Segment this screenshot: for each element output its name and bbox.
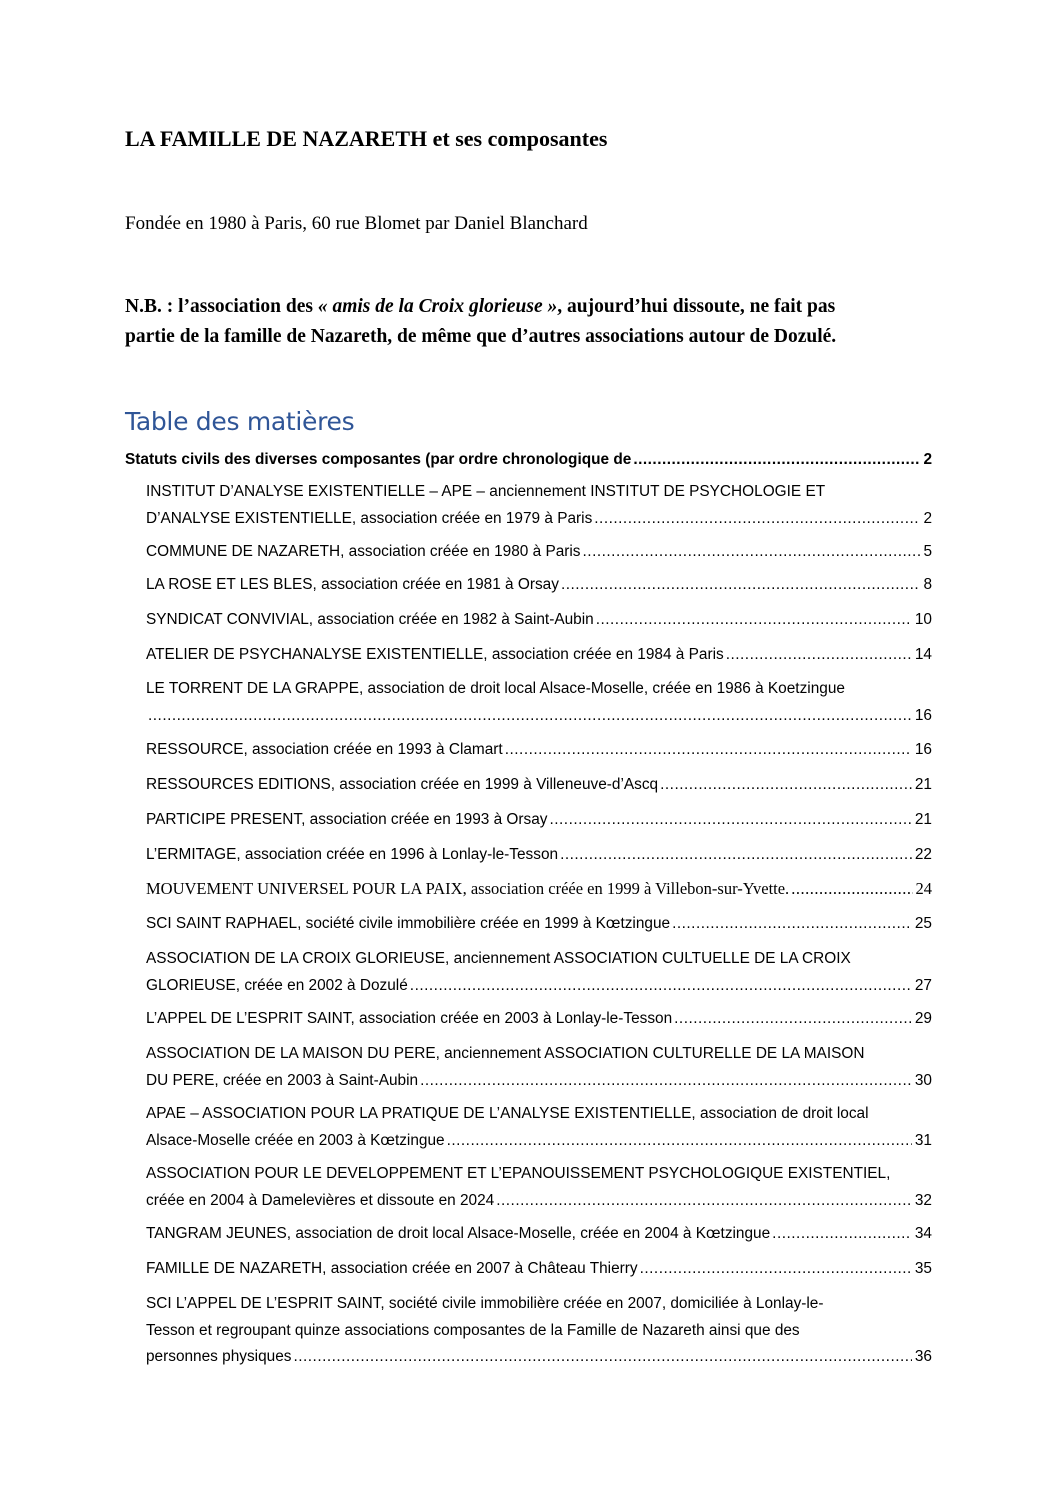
toc-entry[interactable] [146, 772, 932, 799]
toc-entry-text: créée en 2004 à Damelevières et dissoute en 2024 [146, 1191, 495, 1209]
toc-entry-text: L’APPEL DE L’ESPRIT SAINT, association créée en 2003 à Lonlay-le-Tesson [146, 1010, 673, 1027]
toc-entry[interactable] [146, 1161, 932, 1214]
toc-entry-text: D’ANALYSE EXISTENTIELLE, association créée en 1979 à Paris [146, 509, 593, 527]
toc-entry[interactable] [146, 876, 932, 903]
toc-entry-text: personnes physiques [146, 1348, 292, 1365]
toc-dot-leader [638, 1256, 912, 1283]
toc-entry-text-line: ASSOCIATION DE LA CROIX GLORIEUSE, anciennement ASSOCIATION CULTUELLE DE LA CROIX [146, 950, 851, 967]
toc-entry-text: RESSOURCES EDITIONS, association créée en 1999 à Villeneuve-d’Ascq [146, 776, 659, 793]
toc-dot-leader [672, 1006, 912, 1033]
toc-page-number: 2 [923, 509, 932, 527]
toc-dot-leader [581, 539, 921, 566]
toc-page-number: 16 [914, 741, 932, 758]
toc-entry-text: FAMILLE DE NAZARETH, association créée en 2007 à Château Thierry [146, 1260, 638, 1277]
toc-page-number: 16 [914, 706, 932, 724]
toc-entry[interactable] [146, 539, 932, 566]
toc-entry-text: COMMUNE DE NAZARETH, association créée en 1980 à Paris [146, 543, 581, 560]
toc-entry-text-line: ASSOCIATION DE LA MAISON DU PERE, anciennement ASSOCIATION CULTURELLE DE LA MAISON [146, 1045, 865, 1062]
toc-page-number: 5 [923, 543, 932, 560]
toc-page-number: 29 [914, 1010, 932, 1027]
toc-dot-leader [592, 506, 920, 533]
note-paragraph [125, 292, 925, 352]
toc-dot-leader [631, 447, 920, 474]
toc-page-number: 27 [914, 976, 932, 994]
toc-page-number: 25 [914, 915, 932, 932]
toc-page-number: 24 [915, 879, 932, 898]
toc-entry-text: TANGRAM JEUNES, association de droit local Alsace-Moselle, créée en 2004 à Kœtzingue [146, 1225, 771, 1242]
toc-entry[interactable] [146, 1256, 932, 1283]
toc-entry[interactable] [146, 572, 932, 599]
toc-page-number: 31 [914, 1131, 932, 1149]
toc-entry[interactable] [146, 1006, 932, 1033]
toc-entry[interactable] [146, 911, 932, 938]
toc-dot-leader [558, 842, 912, 869]
toc-dot-leader [418, 1068, 912, 1095]
toc-page-number: 34 [914, 1225, 932, 1242]
toc-dot-leader [408, 973, 912, 1000]
toc-dot-leader [503, 737, 912, 764]
toc-entry-text: Alsace-Moselle créée en 2003 à Kœtzingue [146, 1131, 445, 1149]
toc-dot-leader [670, 911, 912, 938]
toc-entry-text: SYNDICAT CONVIVIAL, association créée en 1982 à Saint-Aubin [146, 611, 594, 628]
toc-entry[interactable] [146, 479, 932, 532]
toc-page-number: 22 [914, 846, 932, 863]
toc-entry[interactable] [146, 842, 932, 869]
toc-page-number: 8 [923, 576, 932, 593]
toc-entry-text-line: INSTITUT D’ANALYSE EXISTENTIELLE – APE – anciennement INSTITUT DE PSYCHOLOGIE ET [146, 483, 826, 500]
note-line1-rest: , aujourd’hui dissoute, ne fait pas [557, 296, 836, 317]
toc-page-number: 2 [923, 451, 932, 468]
toc-page-number: 35 [914, 1260, 932, 1277]
toc-page-number: 21 [914, 811, 932, 828]
toc-page-number: 30 [914, 1071, 932, 1089]
toc-heading: Table des matières [125, 407, 355, 436]
document-subtitle: Fondée en 1980 à Paris, 60 rue Blomet par Daniel Blanchard [125, 213, 588, 234]
toc-entry[interactable] [125, 447, 932, 474]
toc-entry[interactable] [146, 1041, 932, 1094]
toc-dot-leader [559, 572, 921, 599]
toc-dot-leader [445, 1128, 912, 1155]
toc-dot-leader [594, 607, 912, 634]
toc-page-number: 21 [914, 776, 932, 793]
toc-entry[interactable] [146, 676, 932, 729]
toc-dot-leader [291, 1344, 911, 1371]
toc-dot-leader [770, 1221, 912, 1248]
toc-entry-text: LA ROSE ET LES BLES, association créée en 1981 à Orsay [146, 576, 559, 593]
toc-entry-text: GLORIEUSE, créée en 2002 à Dozulé [146, 976, 408, 994]
toc-entry[interactable] [146, 607, 932, 634]
toc-entry[interactable] [146, 737, 932, 764]
note-line2: partie de la famille de Nazareth, de même que d’autres associations autour de Dozulé. [125, 326, 837, 347]
toc-entry-text-line: LE TORRENT DE LA GRAPPE, association de droit local Alsace-Moselle, créée en 1986 à Koetzingue [146, 680, 845, 697]
toc-entry[interactable] [146, 1101, 932, 1154]
toc-entry-text-line: ASSOCIATION POUR LE DEVELOPPEMENT ET L’EPANOUISSEMENT PSYCHOLOGIQUE EXISTENTIEL, [146, 1165, 891, 1182]
toc-entry-text-line: Tesson et regroupant quinze associations composantes de la Famille de Nazareth ainsi que des [146, 1321, 800, 1339]
toc-entry[interactable] [146, 1291, 932, 1371]
toc-page-number: 32 [914, 1191, 932, 1209]
toc-entry[interactable] [146, 642, 932, 669]
toc-page-number: 14 [914, 646, 932, 663]
toc-entry-text: RESSOURCE, association créée en 1993 à Clamart [146, 741, 503, 758]
toc-dot-leader [547, 807, 911, 834]
toc-dot-leader [724, 642, 912, 669]
toc-entry-text: L’ERMITAGE, association créée en 1996 à Lonlay-le-Tesson [146, 846, 559, 863]
note-prefix: N.B. : l’association des [125, 296, 318, 317]
toc-entry-text: Statuts civils des diverses composantes (par ordre chronologique de [125, 451, 632, 468]
toc-dot-leader [146, 703, 912, 730]
toc-entry-text: MOUVEMENT UNIVERSEL POUR LA PAIX, association créée en 1999 à Villebon-sur-Yvette. [146, 879, 790, 898]
toc-entry-text: ATELIER DE PSYCHANALYSE EXISTENTIELLE, association créée en 1984 à Paris [146, 646, 724, 663]
document-title: LA FAMILLE DE NAZARETH et ses composantes [125, 126, 608, 151]
toc-entry-text: DU PERE, créée en 2003 à Saint-Aubin [146, 1071, 419, 1089]
toc-entry-text: SCI SAINT RAPHAEL, société civile immobilière créée en 1999 à Kœtzingue [146, 915, 671, 932]
toc-entry[interactable] [146, 946, 932, 999]
toc-dot-leader [494, 1188, 912, 1215]
toc-entry-text-line: SCI L’APPEL DE L’ESPRIT SAINT, société civile immobilière créée en 2007, domiciliée à Lonlay-le- [146, 1295, 824, 1312]
toc-entry[interactable] [146, 1221, 932, 1248]
toc-page-number: 10 [914, 611, 932, 628]
note-italic: « amis de la Croix glorieuse » [317, 296, 558, 317]
toc-entry-text: PARTICIPE PRESENT, association créée en 1993 à Orsay [146, 811, 548, 828]
toc-entry[interactable] [146, 807, 932, 834]
toc-entry-text-line: APAE – ASSOCIATION POUR LA PRATIQUE DE L’ANALYSE EXISTENTIELLE, association de droit local [146, 1105, 869, 1122]
toc-dot-leader [789, 876, 912, 903]
toc-page-number: 36 [914, 1348, 932, 1365]
toc-dot-leader [658, 772, 912, 799]
